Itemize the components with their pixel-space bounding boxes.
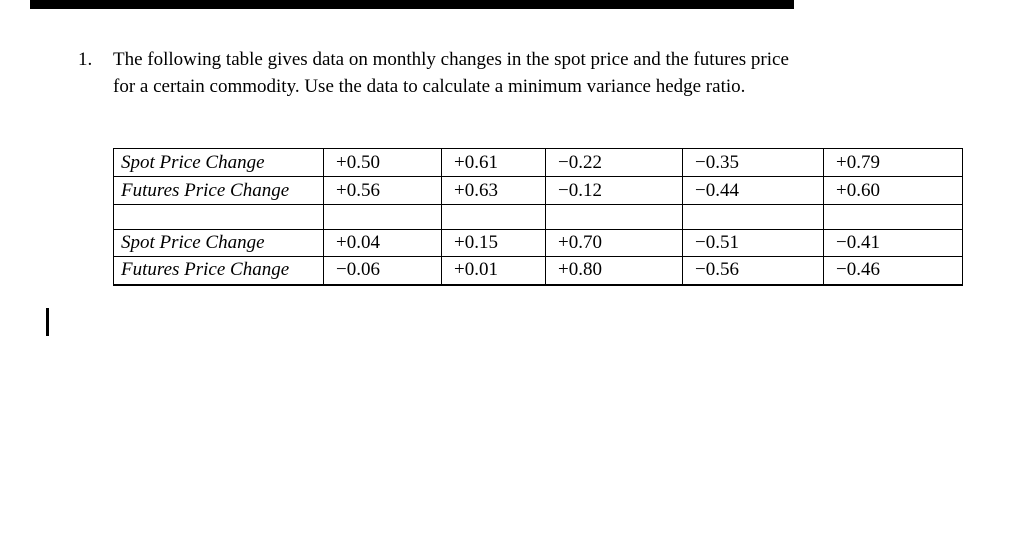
table-cell: +0.70 bbox=[546, 230, 683, 257]
table-cell bbox=[546, 205, 683, 230]
table-row bbox=[114, 177, 963, 205]
table-cell: +0.63 bbox=[442, 177, 546, 205]
table-row-empty bbox=[114, 205, 963, 230]
table-cell: −0.56 bbox=[683, 257, 824, 285]
table-cell: −0.46 bbox=[824, 257, 963, 285]
top-black-bar bbox=[30, 0, 794, 9]
table-cell: +0.56 bbox=[324, 177, 442, 205]
table-cell: +0.01 bbox=[442, 257, 546, 285]
table-cell: +0.04 bbox=[324, 230, 442, 257]
table-cell: −0.51 bbox=[683, 230, 824, 257]
question-text bbox=[113, 46, 789, 100]
table-cell: +0.50 bbox=[324, 149, 442, 177]
question-paragraph bbox=[78, 46, 789, 100]
row-label: Spot Price Change bbox=[114, 149, 324, 177]
table-cell: −0.22 bbox=[546, 149, 683, 177]
table-cell: −0.41 bbox=[824, 230, 963, 257]
table-cell: −0.35 bbox=[683, 149, 824, 177]
table-cell bbox=[442, 205, 546, 230]
table-cell: +0.80 bbox=[546, 257, 683, 285]
question-number: 1. bbox=[78, 49, 93, 70]
question-line-1: The following table gives data on monthly changes in the spot price and the futures price bbox=[113, 49, 789, 70]
table-row bbox=[114, 149, 963, 177]
price-change-table bbox=[113, 148, 963, 286]
table-cell: +0.79 bbox=[824, 149, 963, 177]
table-cell: +0.61 bbox=[442, 149, 546, 177]
table-cell: +0.15 bbox=[442, 230, 546, 257]
row-label: Spot Price Change bbox=[114, 230, 324, 257]
table-row bbox=[114, 230, 963, 257]
row-label: Futures Price Change bbox=[114, 257, 324, 285]
table-cell bbox=[324, 205, 442, 230]
table-row bbox=[114, 257, 963, 285]
row-label bbox=[114, 205, 324, 230]
table-cell: −0.44 bbox=[683, 177, 824, 205]
text-insertion-cursor[interactable] bbox=[46, 308, 49, 336]
question-line-2: for a certain commodity. Use the data to calculate a minimum variance hedge ratio. bbox=[113, 76, 746, 97]
table-cell: −0.12 bbox=[546, 177, 683, 205]
table-cell bbox=[683, 205, 824, 230]
table-cell bbox=[824, 205, 963, 230]
table-cell: +0.60 bbox=[824, 177, 963, 205]
table-cell: −0.06 bbox=[324, 257, 442, 285]
row-label: Futures Price Change bbox=[114, 177, 324, 205]
